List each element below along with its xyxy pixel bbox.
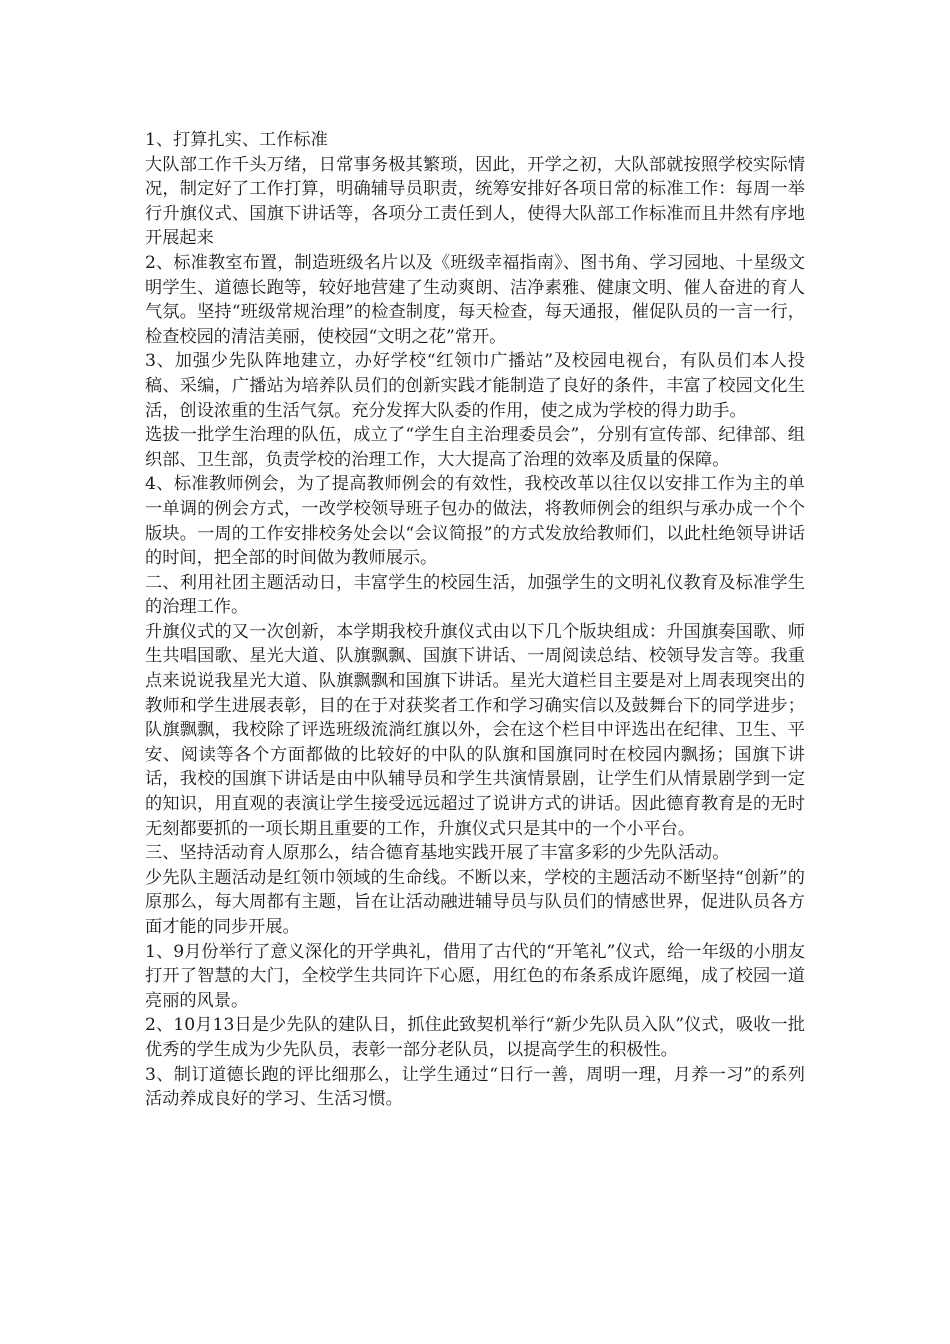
- document-body: [145, 128, 805, 1112]
- section-heading: 二、利用社团主题活动日，丰富学生的校园生活，加强学生的文明礼仪教育及标准学生的治理工作。: [145, 572, 805, 618]
- section-heading: 三、坚持活动育人原那么，结合德育基地实践开展了丰富多彩的少先队活动。: [145, 843, 730, 864]
- paragraph: 1、9月份举行了意义深化的开学典礼，借用了古代的“开笔礼”仪式，给一年级的小朋友打开了智慧的大门，全校学生共同许下心愿，用红色的布条系成许愿绳，成了校园一道亮丽的风景。: [145, 941, 805, 1011]
- paragraph: 大队部工作千头万绪，日常事务极其繁琐，因此，开学之初，大队部就按照学校实际情况，制定好了工作打算，明确辅导员职责，统筹安排好各项日常的标准工作：每周一举行升旗仪式、国旗下讲话等，各项分工责任到人，使得大队部工作标准而且井然有序地开展起来: [145, 154, 805, 249]
- paragraph: 4、标准教师例会，为了提高教师例会的有效性，我校改革以往仅以安排工作为主的单一单调的例会方式，一改学校领导班子包办的做法，将教师例会的组织与承办成一个个版块。一周的工作安排校务处会以“会议简报”的方式发放给教师们，以此杜绝领导讲话的时间，把全部的时间做为教师展示。: [145, 474, 805, 569]
- paragraph: 3、加强少先队阵地建立，办好学校“红领巾广播站”及校园电视台，有队员们本人投稿、采编，广播站为培养队员们的创新实践才能制造了良好的条件，丰富了校园文化生活，创设浓重的生活气氛。充分发挥大队委的作用，使之成为学校的得力助手。: [145, 351, 805, 421]
- paragraph: 选拔一批学生治理的队伍，成立了“学生自主治理委员会”，分别有宣传部、纪律部、组织部、卫生部，负责学校的治理工作，大大提高了治理的效率及质量的保障。: [145, 425, 805, 470]
- paragraph: 1、打算扎实、工作标准: [145, 130, 328, 150]
- paragraph: 2、10月13日是少先队的建队日，抓住此致契机举行“新少先队员入队”仪式，吸收一批优秀的学生成为少先队员，表彰一部分老队员，以提高学生的积极性。: [145, 1015, 805, 1060]
- paragraph: 3、制订道德长跑的评比细那么，让学生通过“日行一善，周明一理，月养一习”的系列活动养成良好的学习、生活习惯。: [145, 1064, 805, 1110]
- paragraph: 2、标准教室布置，制造班级名片以及《班级幸福指南》、图书角、学习园地、十星级文明学生、道德长跑等，较好地营建了生动爽朗、洁净素雅、健康文明、催人奋进的育人气氛。坚持“班级常规治理”的检查制度，每天检查，每天通报，催促队员的一言一行，检查校园的清洁美丽，使校园“文明之花”常开。: [145, 252, 805, 347]
- paragraph: 少先队主题活动是红领巾领域的生命线。不断以来，学校的主题活动不断坚持“创新”的原那么，每大周都有主题，旨在让活动融进辅导员与队员们的情感世界，促进队员各方面才能的同步开展。: [145, 867, 805, 937]
- paragraph: 升旗仪式的又一次创新，本学期我校升旗仪式由以下几个版块组成：升国旗奏国歌、师生共唱国歌、星光大道、队旗飘飘、国旗下讲话、一周阅读总结、校领导发言等。我重点来说说我星光大道、队旗飘飘和国旗下讲话。星光大道栏目主要是对上周表现突出的教师和学生进展表彰，目的在于对获奖者工作和学习确实信以及鼓舞台下的同学进步；队旗飘飘，我校除了评选班级流淌红旗以外，会在这个栏目中评选出在纪律、卫生、平安、阅读等各个方面都做的比较好的中队的队旗和国旗同时在校园内飘扬；国旗下讲话，我校的国旗下讲话是由中队辅导员和学生共演情景剧，让学生们从情景剧学到一定的知识，用直观的表演让学生接受远远超过了说讲方式的讲话。因此德育教育是的无时无刻都要抓的一项长期且重要的工作，升旗仪式只是其中的一个小平台。: [145, 621, 805, 839]
